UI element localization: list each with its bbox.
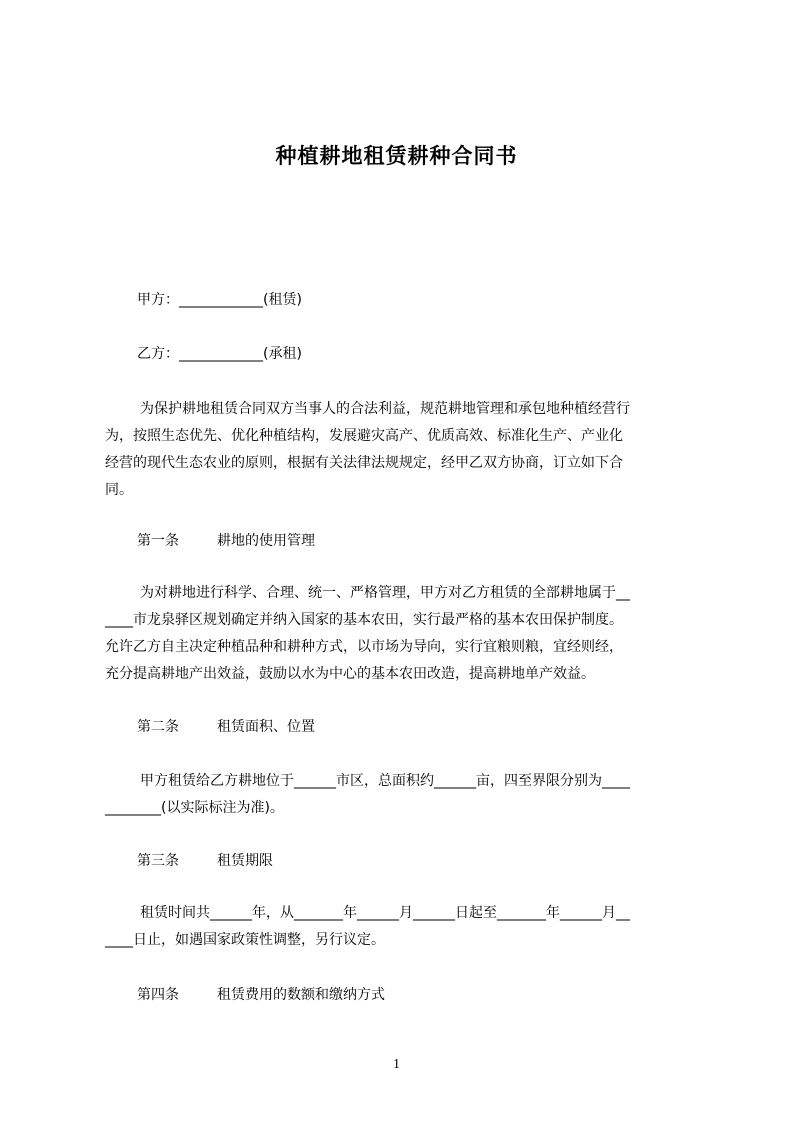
article-number: 第二条 xyxy=(137,719,179,735)
paragraph-line: 为，按照生态优先、优化种植结构，发展避灾高产、优质高效、标准化生产、产业化 xyxy=(105,428,623,444)
document-title: 种植耕地租赁耕种合同书 xyxy=(275,144,518,168)
paragraph-line: ________(以实际标注为准)。 xyxy=(105,800,284,816)
article-1-heading xyxy=(137,533,737,549)
article-title: 租赁面积、位置 xyxy=(217,719,315,735)
article-title: 租赁费用的数额和缴纳方式 xyxy=(217,987,385,1003)
paragraph-line: 租赁时间共______年，从_______年______月______日起至_______年______月__ xyxy=(140,905,630,921)
article-title: 租赁期限 xyxy=(217,853,273,869)
paragraph-line: 甲方租赁给乙方耕地位于______市区，总面积约______亩，四至界限分别为____ xyxy=(140,773,630,789)
paragraph-line: 允许乙方自主决定种植品种和耕种方式，以市场为导向，实行宜粮则粮，宜经则经， xyxy=(105,639,623,655)
article-number: 第一条 xyxy=(137,533,179,549)
article-title: 耕地的使用管理 xyxy=(217,533,315,549)
party-a-line: 甲方：____________(租赁) xyxy=(137,292,302,308)
paragraph-line: ____日止，如遇国家政策性调整，另行议定。 xyxy=(105,932,385,948)
paragraph-line: 为对耕地进行科学、合理、统一、严格管理，甲方对乙方租赁的全部耕地属于__ xyxy=(140,585,630,601)
paragraph-line: 充分提高耕地产出效益，鼓励以水为中心的基本农田改造，提高耕地单产效益。 xyxy=(105,666,595,682)
party-b-line: 乙方：____________(承租) xyxy=(137,346,302,362)
paragraph-line: 为保护耕地租赁合同双方当事人的合法利益，规范耕地管理和承包地种植经营行 xyxy=(140,401,630,417)
article-3-heading xyxy=(137,853,737,869)
paragraph-line: 经营的现代生态农业的原则，根据有关法律法规规定，经甲乙双方协商，订立如下合 xyxy=(105,455,623,471)
page-number: 1 xyxy=(393,1057,400,1072)
article-number: 第四条 xyxy=(137,987,179,1003)
paragraph-line: 同。 xyxy=(105,482,133,498)
paragraph-line: ____市龙泉驿区规划确定并纳入国家的基本农田，实行最严格的基本农田保护制度。 xyxy=(105,612,623,628)
article-2-heading xyxy=(137,719,737,735)
article-4-heading xyxy=(137,987,737,1003)
article-number: 第三条 xyxy=(137,853,179,869)
